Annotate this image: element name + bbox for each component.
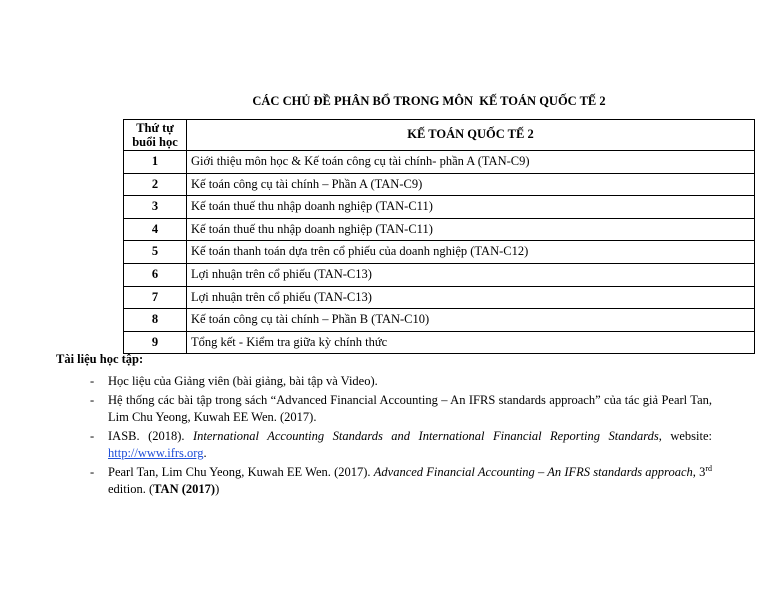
- materials-heading: Tài liệu học tập:: [56, 352, 144, 366]
- table-row: [124, 196, 755, 219]
- session-topic: Giới thiệu môn học & Kế toán công cụ tài chính- phần A (TAN-C9): [187, 151, 755, 174]
- materials-list: [90, 373, 712, 500]
- bullet-dash: -: [90, 392, 95, 407]
- session-topic: Kế toán công cụ tài chính – Phần B (TAN-C10): [187, 309, 755, 332]
- list-item: [90, 428, 712, 463]
- material-text: Hệ thống các bài tập trong sách “Advanced Financial Accounting – An IFRS standards approach” của tác giả Pearl Tan, Lim Chu Yeong, Kuwah EE Wen. (2017).: [108, 392, 712, 424]
- table-row: [124, 263, 755, 286]
- session-topic: Lợi nhuận trên cổ phiếu (TAN-C13): [187, 286, 755, 309]
- header-order-line2: buổi học: [132, 135, 178, 149]
- table-row: [124, 286, 755, 309]
- header-subject: KẾ TOÁN QUỐC TẾ 2: [187, 120, 755, 151]
- bullet-dash: -: [90, 464, 95, 479]
- session-number: 5: [124, 241, 187, 264]
- session-number: 2: [124, 173, 187, 196]
- material-citation-end: ): [215, 482, 220, 496]
- session-topic: Tổng kết - Kiểm tra giữa kỳ chính thức: [187, 331, 755, 354]
- material-edition: edition. (: [108, 482, 154, 496]
- session-number: 8: [124, 309, 187, 332]
- session-number: 1: [124, 151, 187, 174]
- table-header-row: [124, 120, 755, 151]
- edition-ordinal: rd: [705, 463, 713, 473]
- table-row: [124, 331, 755, 354]
- header-session-order: [124, 120, 187, 151]
- session-number: 3: [124, 196, 187, 219]
- material-citation-title: Advanced Financial Accounting – An IFRS standards approach: [373, 464, 693, 479]
- session-topic: Lợi nhuận trên cổ phiếu (TAN-C13): [187, 263, 755, 286]
- material-citation-prefix: IASB. (2018).: [108, 428, 193, 443]
- material-citation-end: .: [203, 446, 207, 460]
- table-row: [124, 151, 755, 174]
- list-item: [90, 373, 712, 391]
- bullet-dash: -: [90, 428, 95, 443]
- session-number: 7: [124, 286, 187, 309]
- table-row: [124, 309, 755, 332]
- material-citation-mid: , 3: [692, 464, 706, 479]
- material-citation-prefix: Pearl Tan, Lim Chu Yeong, Kuwah EE Wen. (2017).: [108, 464, 374, 479]
- header-order-line1: Thứ tự: [136, 121, 174, 135]
- material-text: Học liệu của Giảng viên (bài giảng, bài tập và Video).: [108, 374, 378, 388]
- session-number: 4: [124, 218, 187, 241]
- table-row: [124, 218, 755, 241]
- list-item: [90, 392, 712, 427]
- table-row: [124, 241, 755, 264]
- page-title: CÁC CHỦ ĐỀ PHÂN BỔ TRONG MÔN KẾ TOÁN QUỐC TẾ 2: [252, 94, 606, 108]
- ifrs-website-link[interactable]: http://www.ifrs.org: [108, 446, 204, 460]
- material-citation-title: International Accounting Standards and International Financial Reporting Standards: [193, 428, 659, 443]
- session-topic: Kế toán công cụ tài chính – Phần A (TAN-C9): [187, 173, 755, 196]
- session-number: 6: [124, 263, 187, 286]
- bullet-dash: -: [90, 374, 95, 388]
- material-citation-mid: , website:: [658, 428, 712, 443]
- table-row: [124, 173, 755, 196]
- topics-table: [123, 119, 755, 354]
- material-abbreviation: TAN (2017): [153, 482, 216, 496]
- session-topic: Kế toán thuế thu nhập doanh nghiệp (TAN-C11): [187, 218, 755, 241]
- session-topic: Kế toán thanh toán dựa trên cổ phiếu của doanh nghiệp (TAN-C12): [187, 241, 755, 264]
- list-item: [90, 464, 712, 499]
- session-topic: Kế toán thuế thu nhập doanh nghiệp (TAN-C11): [187, 196, 755, 219]
- session-number: 9: [124, 331, 187, 354]
